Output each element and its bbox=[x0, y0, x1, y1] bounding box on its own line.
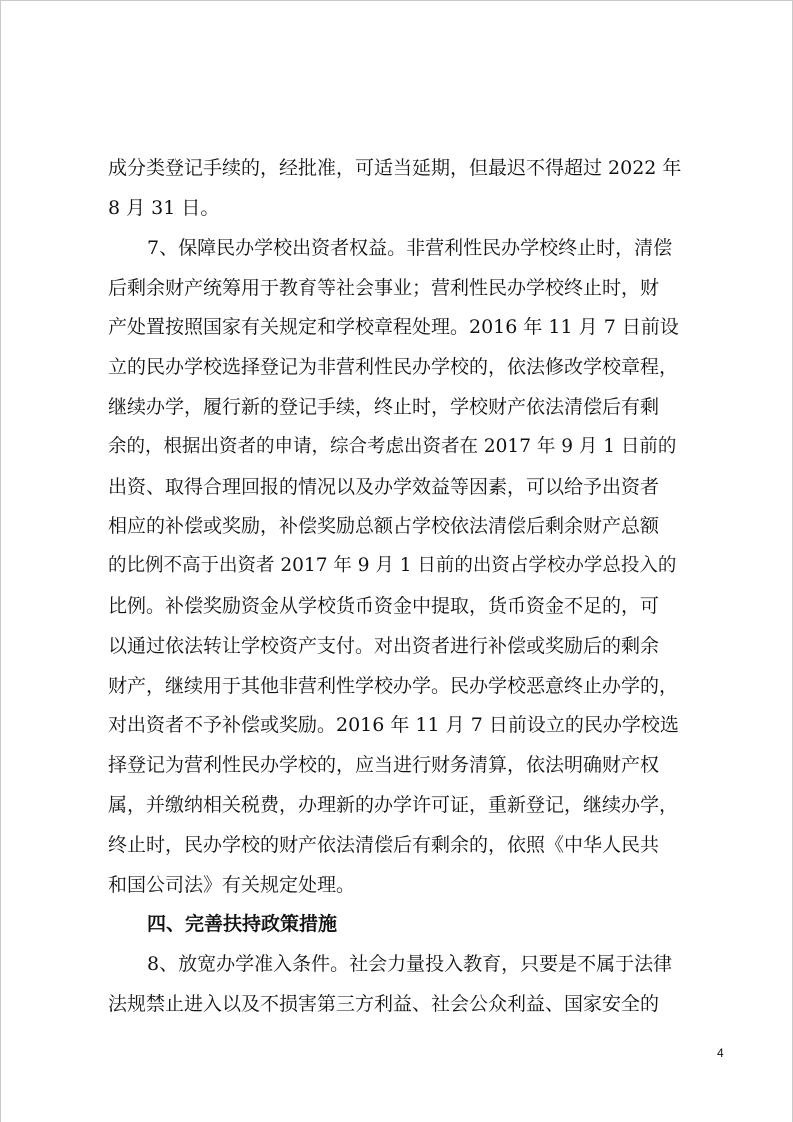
paragraph-first-line: 7、保障民办学校出资者权益。非营利性民办学校终止时，清偿 bbox=[147, 237, 673, 259]
text-line: 继续办学，履行新的登记手续，终止时，学校财产依法清偿后有剩 bbox=[108, 396, 660, 418]
text-line: 余的，根据出资者的申请，综合考虑出资者在 2017 年 9 月 1 日前的 bbox=[108, 436, 677, 457]
text-line: 终止时，民办学校的财产依法清偿后有剩余的，依照《中华人民共 bbox=[108, 834, 660, 856]
text-line: 法规禁止进入以及不损害第三方利益、社会公众利益、国家安全的 bbox=[108, 993, 660, 1015]
page-number: 4 bbox=[717, 1046, 724, 1060]
text-line: 对出资者不予补偿或奖励。2016 年 11 月 7 日前设立的民办学校选 bbox=[108, 714, 679, 736]
paragraph-first-line: 8、放宽办学准入条件。社会力量投入教育，只要是不属于法律 bbox=[147, 953, 673, 975]
text-line: 相应的补偿或奖励，补偿奖励总额占学校依法清偿后剩余财产总额 bbox=[108, 515, 660, 537]
text-line: 产处置按照国家有关规定和学校章程处理。2016 年 11 月 7 日前设 bbox=[108, 316, 679, 338]
text-line: 以通过依法转让学校资产支付。对出资者进行补偿或奖励后的剩余 bbox=[108, 635, 660, 657]
text-line: 后剩余财产统筹用于教育等社会事业；营利性民办学校终止时，财 bbox=[108, 277, 660, 299]
section-heading: 四、完善扶持政策措施 bbox=[147, 913, 338, 935]
text-line: 8 月 31 日。 bbox=[108, 197, 220, 219]
text-line: 比例。补偿奖励资金从学校货币资金中提取，货币资金不足的，可 bbox=[108, 595, 660, 617]
text-line: 立的民办学校选择登记为非营利性民办学校的，依法修改学校章程， bbox=[108, 356, 679, 378]
text-line: 和国公司法》有关规定处理。 bbox=[108, 874, 356, 896]
text-line: 财产，继续用于其他非营利性学校办学。民办学校恶意终止办学的， bbox=[108, 675, 679, 697]
text-line: 出资、取得合理回报的情况以及办学效益等因素，可以给予出资者 bbox=[108, 476, 660, 498]
text-line: 的比例不高于出资者 2017 年 9 月 1 日前的出资占学校办学总投入的 bbox=[108, 555, 677, 576]
text-line: 择登记为营利性民办学校的，应当进行财务清算，依法明确财产权 bbox=[108, 754, 660, 776]
text-line: 成分类登记手续的，经批准，可适当延期，但最迟不得超过 2022 年 bbox=[108, 157, 682, 179]
text-line: 属，并缴纳相关税费，办理新的办学许可证，重新登记，继续办学， bbox=[108, 794, 679, 816]
